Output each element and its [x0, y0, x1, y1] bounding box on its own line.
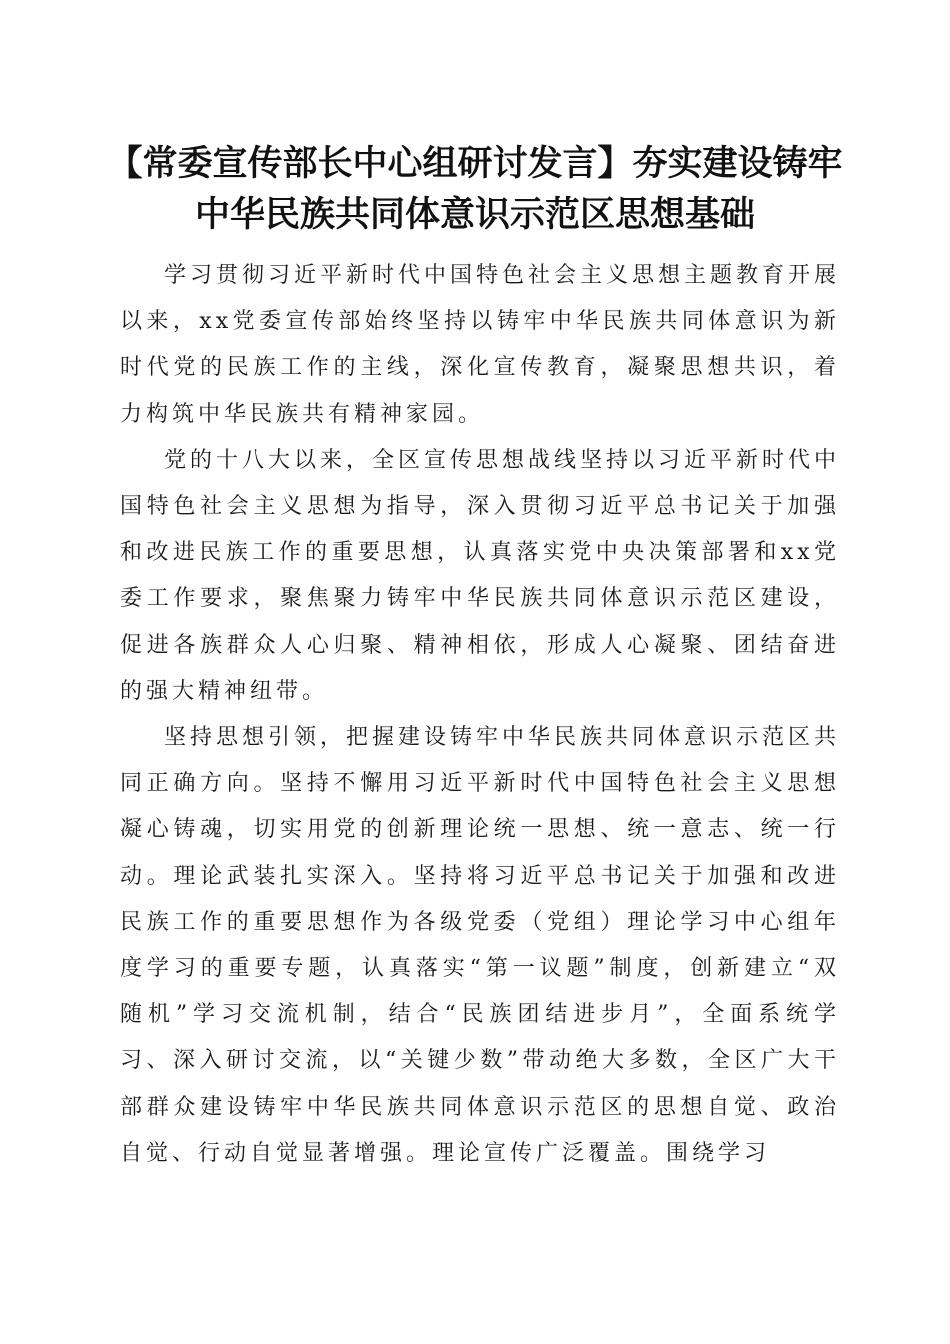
- document-body: [120, 253, 840, 1177]
- paragraph: 学习贯彻习近平新时代中国特色社会主义思想主题教育开展以来，xx党委宣传部始终坚持以铸牢中华民族共同体意识为新时代党的民族工作的主线，深化宣传教育，凝聚思想共识，着力构筑中华民族共有精神家园。: [120, 263, 841, 427]
- paragraph: 党的十八大以来，全区宣传思想战线坚持以习近平新时代中国特色社会主义思想为指导，深入贯彻习近平总书记关于加强和改进民族工作的重要思想，认真落实党中央决策部署和xx党委工作要求，聚焦聚力铸牢中华民族共同体意识示范区建设，促进各族群众人心归聚、精神相依，形成人心凝聚、团结奋进的强大精神纽带。: [120, 447, 841, 704]
- paragraph: 坚持思想引领，把握建设铸牢中华民族共同体意识示范区共同正确方向。坚持不懈用习近平新时代中国特色社会主义思想凝心铸魂，切实用党的创新理论统一思想、统一意志、统一行动。理论武装扎实深入。坚持将习近平总书记关于加强和改进民族工作的重要思想作为各级党委（党组）理论学习中心组年度学习的重要专题，认真落实“第一议题”制度，创新建立“双随机”学习交流机制，结合“民族团结进步月”，全面系统学习、深入研讨交流，以“关键少数”带动绝大多数，全区广大干部群众建设铸牢中华民族共同体意识示范区的思想自觉、政治自觉、行动自觉显著增强。理论宣传广泛覆盖。围绕学习: [120, 725, 841, 1166]
- document-title: 【常委宣传部长中心组研讨发言】夯实建设铸牢中华民族共同体意识示范区思想基础: [107, 143, 843, 235]
